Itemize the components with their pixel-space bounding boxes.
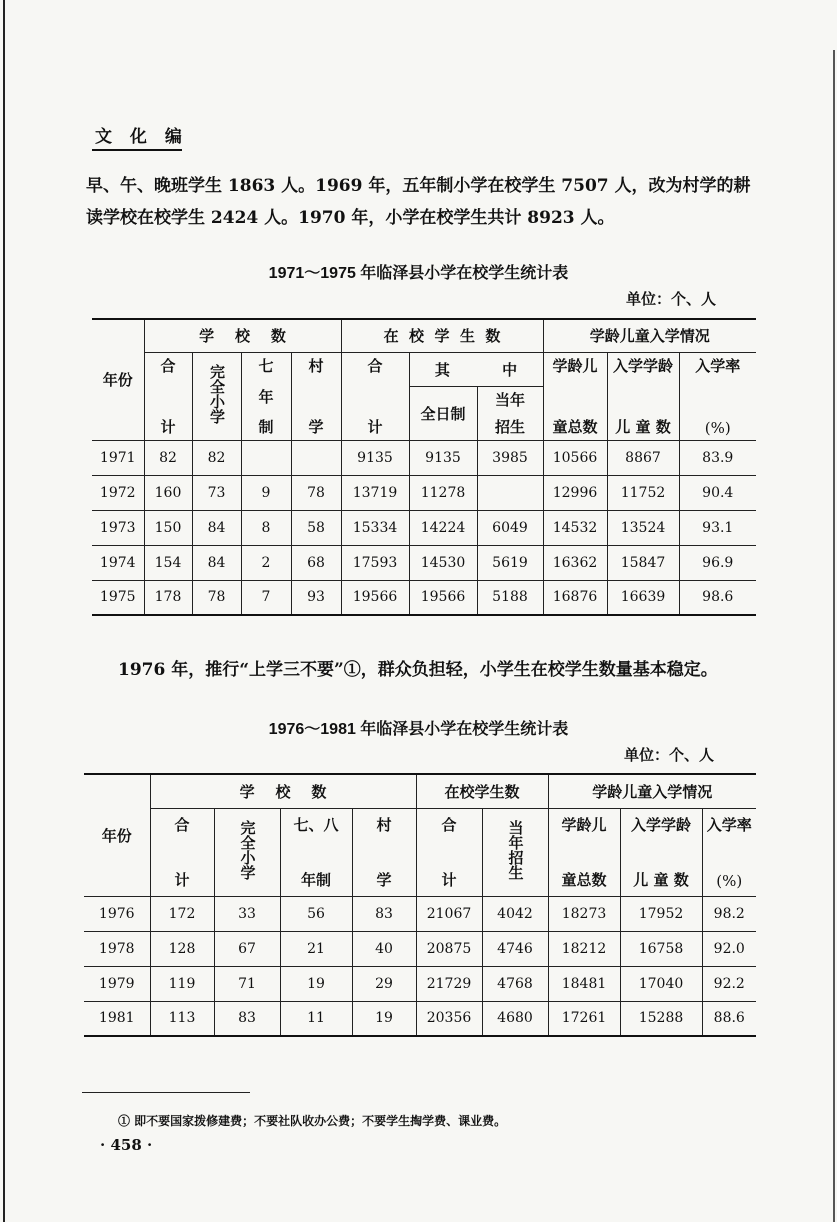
table2-unit: 单位：个、人 <box>624 746 715 764</box>
table-cell: 4768 <box>482 966 548 1001</box>
enroll-rate-header: 入学率 (%) <box>679 352 756 440</box>
table-cell: 18273 <box>548 896 620 931</box>
table-row <box>84 896 756 931</box>
table-cell: 18481 <box>548 966 620 1001</box>
table-cell: 11278 <box>409 475 477 510</box>
table-cell: 13524 <box>607 510 679 545</box>
table-cell: 7 <box>241 580 291 615</box>
table-cell: 67 <box>214 931 280 966</box>
table-cell: 16639 <box>607 580 679 615</box>
enroll-rate-header-2: 入学率 (%) <box>702 808 756 896</box>
page-edge-left <box>3 0 5 1222</box>
table-cell: 9135 <box>341 440 409 475</box>
table-cell: 16758 <box>620 931 702 966</box>
age-children-header: 学龄儿 童总数 <box>543 352 607 440</box>
table-cell: 96.9 <box>679 545 756 580</box>
new-recruits-header-2: 当年招生 <box>482 808 548 896</box>
table-cell: 93 <box>291 580 341 615</box>
village-school-header: 村 学 <box>291 352 341 440</box>
total-header: 合 计 <box>144 352 192 440</box>
table-cell: 5188 <box>477 580 543 615</box>
table-cell: 92.0 <box>702 931 756 966</box>
table-cell: 172 <box>150 896 214 931</box>
section-header: 文 化 编 <box>95 127 188 147</box>
table-cell: 29 <box>352 966 416 1001</box>
complete-school-header: 完全小学 <box>192 352 241 440</box>
table-cell: 71 <box>214 966 280 1001</box>
students-header-2: 在校学生数 <box>416 774 548 808</box>
table-cell: 83 <box>214 1001 280 1036</box>
age-children-header-2: 学龄儿 童总数 <box>548 808 620 896</box>
page-number: · 458 · <box>100 1136 153 1154</box>
table-cell: 19 <box>280 966 352 1001</box>
year-cell: 1972 <box>92 475 144 510</box>
table-cell: 4042 <box>482 896 548 931</box>
table-cell: 84 <box>192 545 241 580</box>
table-cell: 8 <box>241 510 291 545</box>
new-recruits-header: 当年 招生 <box>477 386 543 440</box>
table-cell: 40 <box>352 931 416 966</box>
table-cell: 78 <box>291 475 341 510</box>
among-header: 其 中 <box>409 352 543 386</box>
table1-body <box>92 440 756 615</box>
table-cell <box>477 475 543 510</box>
table-cell: 3985 <box>477 440 543 475</box>
table1 <box>92 318 756 616</box>
table-cell: 8867 <box>607 440 679 475</box>
table-cell: 12996 <box>543 475 607 510</box>
table-cell: 93.1 <box>679 510 756 545</box>
table-cell: 20356 <box>416 1001 482 1036</box>
table-cell: 4680 <box>482 1001 548 1036</box>
year-cell: 1975 <box>92 580 144 615</box>
table-cell: 128 <box>150 931 214 966</box>
table-cell: 11 <box>280 1001 352 1036</box>
table-row <box>92 475 756 510</box>
table-cell: 14532 <box>543 510 607 545</box>
schools-header-2: 学 校 数 <box>150 774 416 808</box>
table-cell: 17593 <box>341 545 409 580</box>
student-total-header: 合 计 <box>341 352 409 440</box>
table1-unit: 单位：个、人 <box>626 290 717 308</box>
year-cell: 1976 <box>84 896 150 931</box>
section-underline <box>92 149 182 151</box>
complete-school-header-2: 完全小学 <box>214 808 280 896</box>
table-cell: 82 <box>144 440 192 475</box>
seven-year-header: 七 年 制 <box>241 352 291 440</box>
table-cell: 15288 <box>620 1001 702 1036</box>
table-cell: 16362 <box>543 545 607 580</box>
table-cell: 58 <box>291 510 341 545</box>
total-header-2: 合 计 <box>150 808 214 896</box>
table-cell: 160 <box>144 475 192 510</box>
table-cell: 11752 <box>607 475 679 510</box>
table-row <box>84 966 756 1001</box>
table-row <box>84 931 756 966</box>
table-cell: 84 <box>192 510 241 545</box>
page-edge-right <box>833 50 835 1222</box>
table-cell: 68 <box>291 545 341 580</box>
table-cell: 154 <box>144 545 192 580</box>
year-cell: 1981 <box>84 1001 150 1036</box>
table-cell: 16876 <box>543 580 607 615</box>
table-cell: 17040 <box>620 966 702 1001</box>
village-school-header-2: 村 学 <box>352 808 416 896</box>
table-cell: 33 <box>214 896 280 931</box>
table-cell <box>241 440 291 475</box>
table-cell: 9135 <box>409 440 477 475</box>
table-cell: 88.6 <box>702 1001 756 1036</box>
seven-eight-year-header: 七、八 年制 <box>280 808 352 896</box>
table2-body <box>84 896 756 1036</box>
table-cell: 19566 <box>409 580 477 615</box>
table-row <box>84 1001 756 1036</box>
table-cell: 10566 <box>543 440 607 475</box>
table2-title: 1976～1981 年临泽县小学在校学生统计表 <box>268 721 569 738</box>
year-cell: 1973 <box>92 510 144 545</box>
intro-paragraph: 早、午、晚班学生 1863 人。1969 年，五年制小学在校学生 7507 人，改为村学的耕读学校在校学生 2424 人。1970 年，小学在校学生共计 8923 人。 <box>86 176 751 228</box>
table1-title: 1971～1975 年临泽县小学在校学生统计表 <box>268 265 569 282</box>
table-cell: 14530 <box>409 545 477 580</box>
table-row <box>92 440 756 475</box>
enroll-header: 学龄儿童入学情况 <box>543 319 756 352</box>
table-cell: 21067 <box>416 896 482 931</box>
table-cell: 15847 <box>607 545 679 580</box>
table-cell: 9 <box>241 475 291 510</box>
enrolled-children-header-2: 入学学龄 儿 童 数 <box>620 808 702 896</box>
table-cell: 21 <box>280 931 352 966</box>
student-total-header-2: 合 计 <box>416 808 482 896</box>
table2 <box>84 773 756 1037</box>
table-cell: 2 <box>241 545 291 580</box>
table-cell: 15334 <box>341 510 409 545</box>
footnote-divider <box>82 1092 250 1093</box>
table-cell: 178 <box>144 580 192 615</box>
table-cell: 83 <box>352 896 416 931</box>
year-cell: 1971 <box>92 440 144 475</box>
table-cell: 19 <box>352 1001 416 1036</box>
table-row <box>92 580 756 615</box>
table-cell: 17952 <box>620 896 702 931</box>
table-cell: 5619 <box>477 545 543 580</box>
table-cell: 17261 <box>548 1001 620 1036</box>
year-header: 年份 <box>92 319 144 440</box>
table-cell: 78 <box>192 580 241 615</box>
table-cell: 18212 <box>548 931 620 966</box>
table-cell <box>291 440 341 475</box>
table-cell: 92.2 <box>702 966 756 1001</box>
table-cell: 150 <box>144 510 192 545</box>
table-cell: 4746 <box>482 931 548 966</box>
middle-paragraph: 1976 年，推行“上学三不要”①，群众负担轻，小学生在校学生数量基本稳定。 <box>118 660 718 680</box>
fullday-header: 全日制 <box>409 386 477 440</box>
footnote: ① 即不要国家拨修建费；不要社队收办公费；不要学生掏学费、课业费。 <box>118 1114 507 1128</box>
year-header-2: 年份 <box>84 774 150 896</box>
schools-header: 学 校 数 <box>144 319 341 352</box>
table-cell: 19566 <box>341 580 409 615</box>
table-cell: 21729 <box>416 966 482 1001</box>
table-cell: 82 <box>192 440 241 475</box>
table-cell: 20875 <box>416 931 482 966</box>
table-cell: 90.4 <box>679 475 756 510</box>
table-cell: 119 <box>150 966 214 1001</box>
table-cell: 83.9 <box>679 440 756 475</box>
table-cell: 98.6 <box>679 580 756 615</box>
table-cell: 14224 <box>409 510 477 545</box>
enroll-header-2: 学龄儿童入学情况 <box>548 774 756 808</box>
table-cell: 98.2 <box>702 896 756 931</box>
table-cell: 6049 <box>477 510 543 545</box>
table-cell: 73 <box>192 475 241 510</box>
table-cell: 13719 <box>341 475 409 510</box>
table-cell: 113 <box>150 1001 214 1036</box>
year-cell: 1979 <box>84 966 150 1001</box>
year-cell: 1974 <box>92 545 144 580</box>
students-header: 在 校 学 生 数 <box>341 319 543 352</box>
table-row <box>92 545 756 580</box>
table-row <box>92 510 756 545</box>
enrolled-children-header: 入学学龄 儿 童 数 <box>607 352 679 440</box>
year-cell: 1978 <box>84 931 150 966</box>
table-cell: 56 <box>280 896 352 931</box>
